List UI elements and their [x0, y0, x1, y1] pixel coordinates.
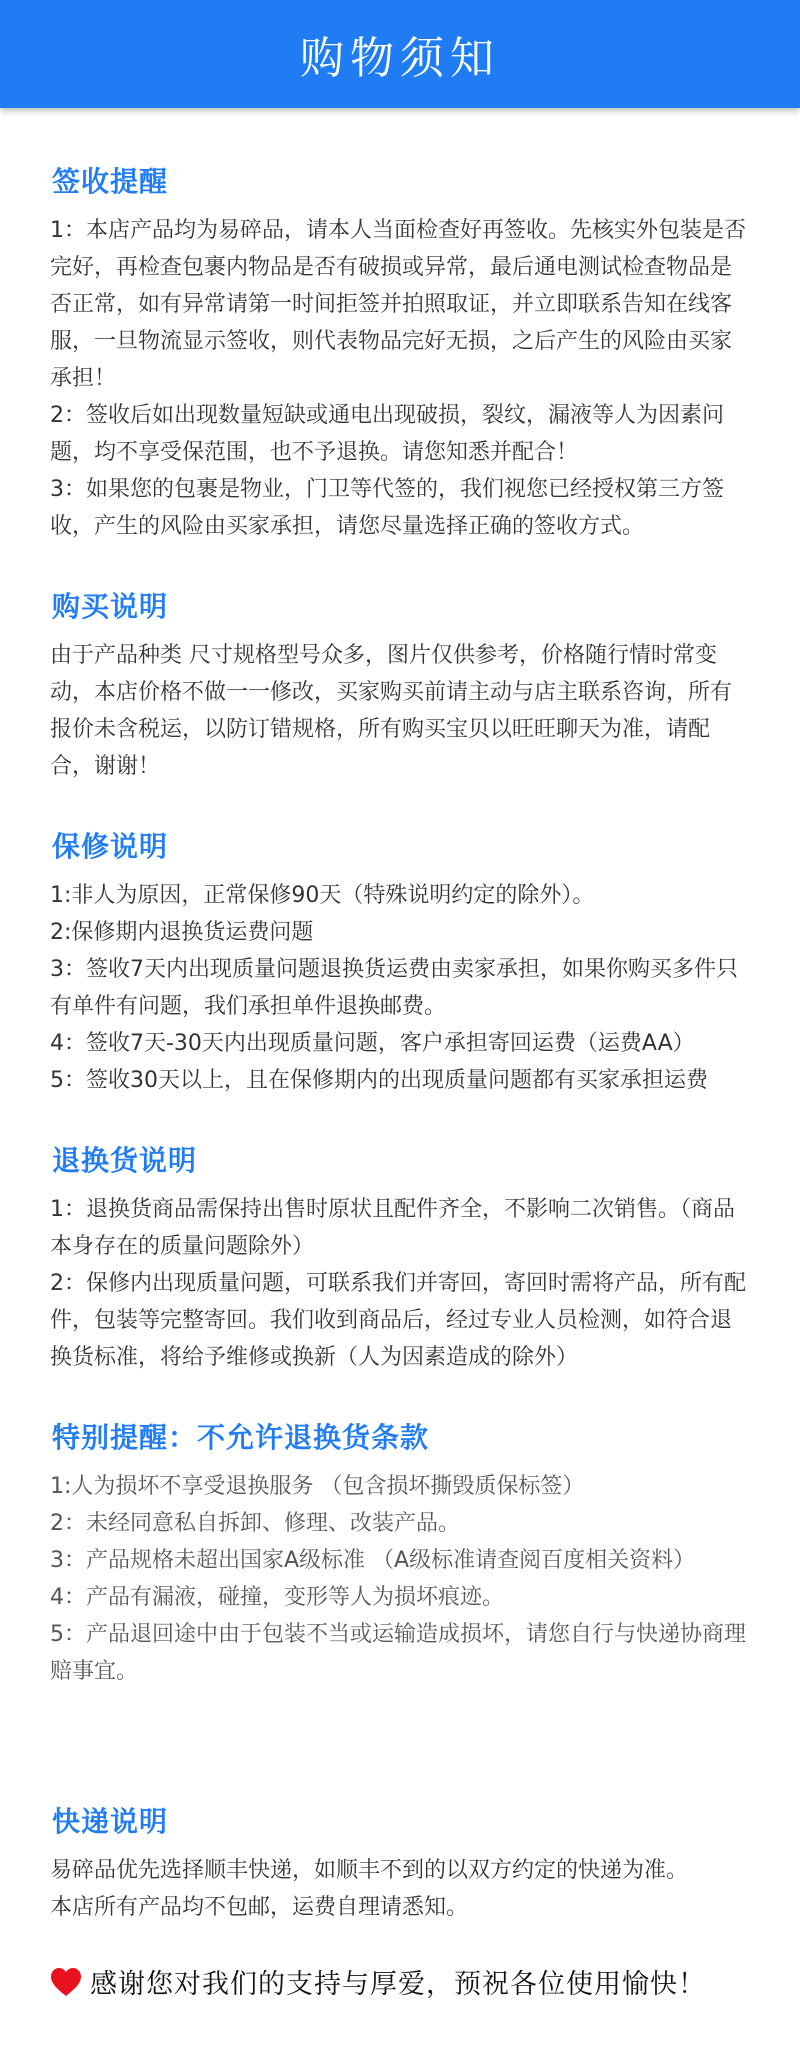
paragraph: 4：签收7天-30天内出现质量问题，客户承担寄回运费（运费AA） — [50, 1031, 695, 1056]
paragraph: 1：本店产品均为易碎品，请本人当面检查好再签收。先核实外包装是否完好，再检查包裹内物品是否有破损或异常，最后通电测试检查物品是否正常，如有异常请第一时间拒签并拍照取证，并立即联系告知在线客服，一旦物流显示签收，则代表物品完好无损，之后产生的风险由买家承担！ — [50, 218, 746, 391]
section-title-special: 特别提醒：不允许退换货条款 — [52, 1421, 430, 1454]
notice-content — [0, 108, 800, 1926]
section-title-express: 快递说明 — [52, 1805, 169, 1838]
section-purchase — [50, 585, 750, 785]
paragraph: 2：保修内出现质量问题，可联系我们并寄回，寄回时需将产品，所有配件，包装等完整寄回。我们收到商品后，经过专业人员检测，如符合退换货标准，将给予维修或换新（人为因素造成的除外） — [50, 1271, 746, 1370]
paragraph: 2：未经同意私自拆卸、修理、改装产品。 — [50, 1511, 460, 1536]
paragraph: 3：产品规格未超出国家A级标准 （A级标准请查阅百度相关资料） — [50, 1548, 696, 1573]
section-signing — [50, 160, 750, 545]
paragraph: 2:保修期内退换货运费问题 — [50, 920, 314, 945]
section-warranty — [50, 825, 750, 1099]
header-banner — [0, 0, 800, 108]
section-returns — [50, 1139, 750, 1376]
paragraph: 2：签收后如出现数量短缺或通电出现破损，裂纹，漏液等人为因素问题，均不享受保范围，也不予退换。请您知悉并配合！ — [50, 403, 724, 465]
paragraph: 1：退换货商品需保持出售时原状且配件齐全，不影响二次销售。（商品本身存在的质量问题除外） — [50, 1197, 735, 1259]
section-title-returns: 退换货说明 — [52, 1144, 198, 1177]
section-title-purchase: 购买说明 — [52, 590, 169, 623]
paragraph: 1:非人为原因，正常保修90天（特殊说明约定的除外）。 — [50, 883, 595, 908]
thank-you-text: 感谢您对我们的支持与厚爱，预祝各位使用愉快！ — [90, 1969, 706, 2000]
page-title: 购物须知 — [300, 33, 500, 84]
paragraph: 3：如果您的包裹是物业，门卫等代签的，我们视您已经授权第三方签收，产生的风险由买家承担，请您尽量选择正确的签收方式。 — [50, 477, 724, 539]
heart-icon — [50, 1967, 82, 1997]
paragraph: 本店所有产品均不包邮，运费自理请悉知。 — [50, 1895, 469, 1920]
thank-you-footer — [50, 1962, 706, 2001]
paragraph: 5：产品退回途中由于包装不当或运输造成损坏，请您自行与快递协商理赔事宜。 — [50, 1622, 746, 1684]
paragraph: 3：签收7天内出现质量问题退换货运费由卖家承担，如果你购买多件只有单件有问题，我们承担单件退换邮费。 — [50, 957, 738, 1019]
section-title-signing: 签收提醒 — [52, 165, 169, 198]
paragraph: 5：签收30天以上，且在保修期内的出现质量问题都有买家承担运费 — [50, 1068, 708, 1093]
paragraph: 4：产品有漏液，碰撞，变形等人为损坏痕迹。 — [50, 1585, 504, 1610]
section-title-warranty: 保修说明 — [52, 830, 169, 863]
section-special — [50, 1416, 750, 1690]
paragraph: 易碎品优先选择顺丰快递，如顺丰不到的以双方约定的快递为准。 — [50, 1858, 689, 1883]
paragraph: 1:人为损坏不享受退换服务 （包含损坏撕毁质保标签） — [50, 1474, 585, 1499]
paragraph: 由于产品种类 尺寸规格型号众多，图片仅供参考，价格随行情时常变动，本店价格不做一一修改，买家购买前请主动与店主联系咨询，所有报价未含税运，以防订错规格，所有购买宝贝以旺旺聊天为准，请配合，谢谢！ — [50, 643, 733, 779]
section-express — [50, 1800, 750, 1926]
